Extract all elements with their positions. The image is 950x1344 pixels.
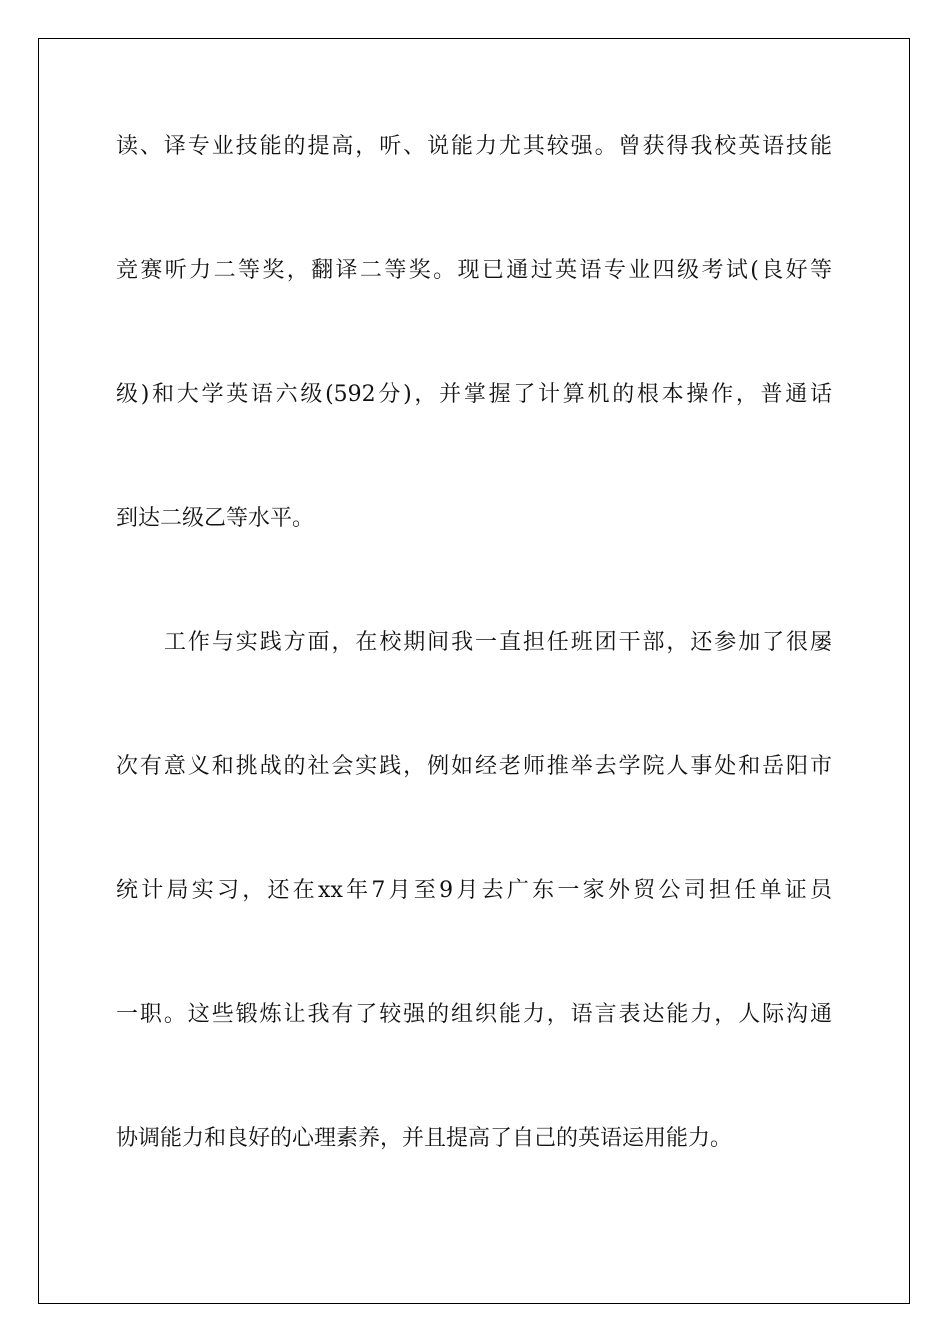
document-body	[116, 127, 832, 1243]
text-line: 工作与实践方面，在校期间我一直担任班团干部，还参加了很屡	[164, 630, 832, 655]
text-line: 读、译专业技能的提高，听、说能力尤其较强。曾获得我校英语技能	[116, 134, 832, 159]
paragraph-skills	[116, 127, 832, 623]
text-line: 协调能力和良好的心理素养，并且提高了自己的英语运用能力。	[116, 1126, 733, 1151]
text-line: 级)和大学英语六级(592分)，并掌握了计算机的根本操作，普通话	[116, 382, 832, 407]
text-line: 一职。这些锻炼让我有了较强的组织能力，语言表达能力，人际沟通	[116, 1002, 832, 1027]
text-line: 到达二级乙等水平。	[116, 506, 315, 531]
text-line: 次有意义和挑战的社会实践，例如经老师推举去学院人事处和岳阳市	[116, 754, 832, 779]
text-line: 竞赛听力二等奖，翻译二等奖。现已通过英语专业四级考试(良好等	[116, 258, 832, 283]
text-line: 统计局实习，还在xx年7月至9月去广东一家外贸公司担任单证员	[116, 878, 832, 903]
paragraph-work-practice	[116, 623, 832, 1243]
